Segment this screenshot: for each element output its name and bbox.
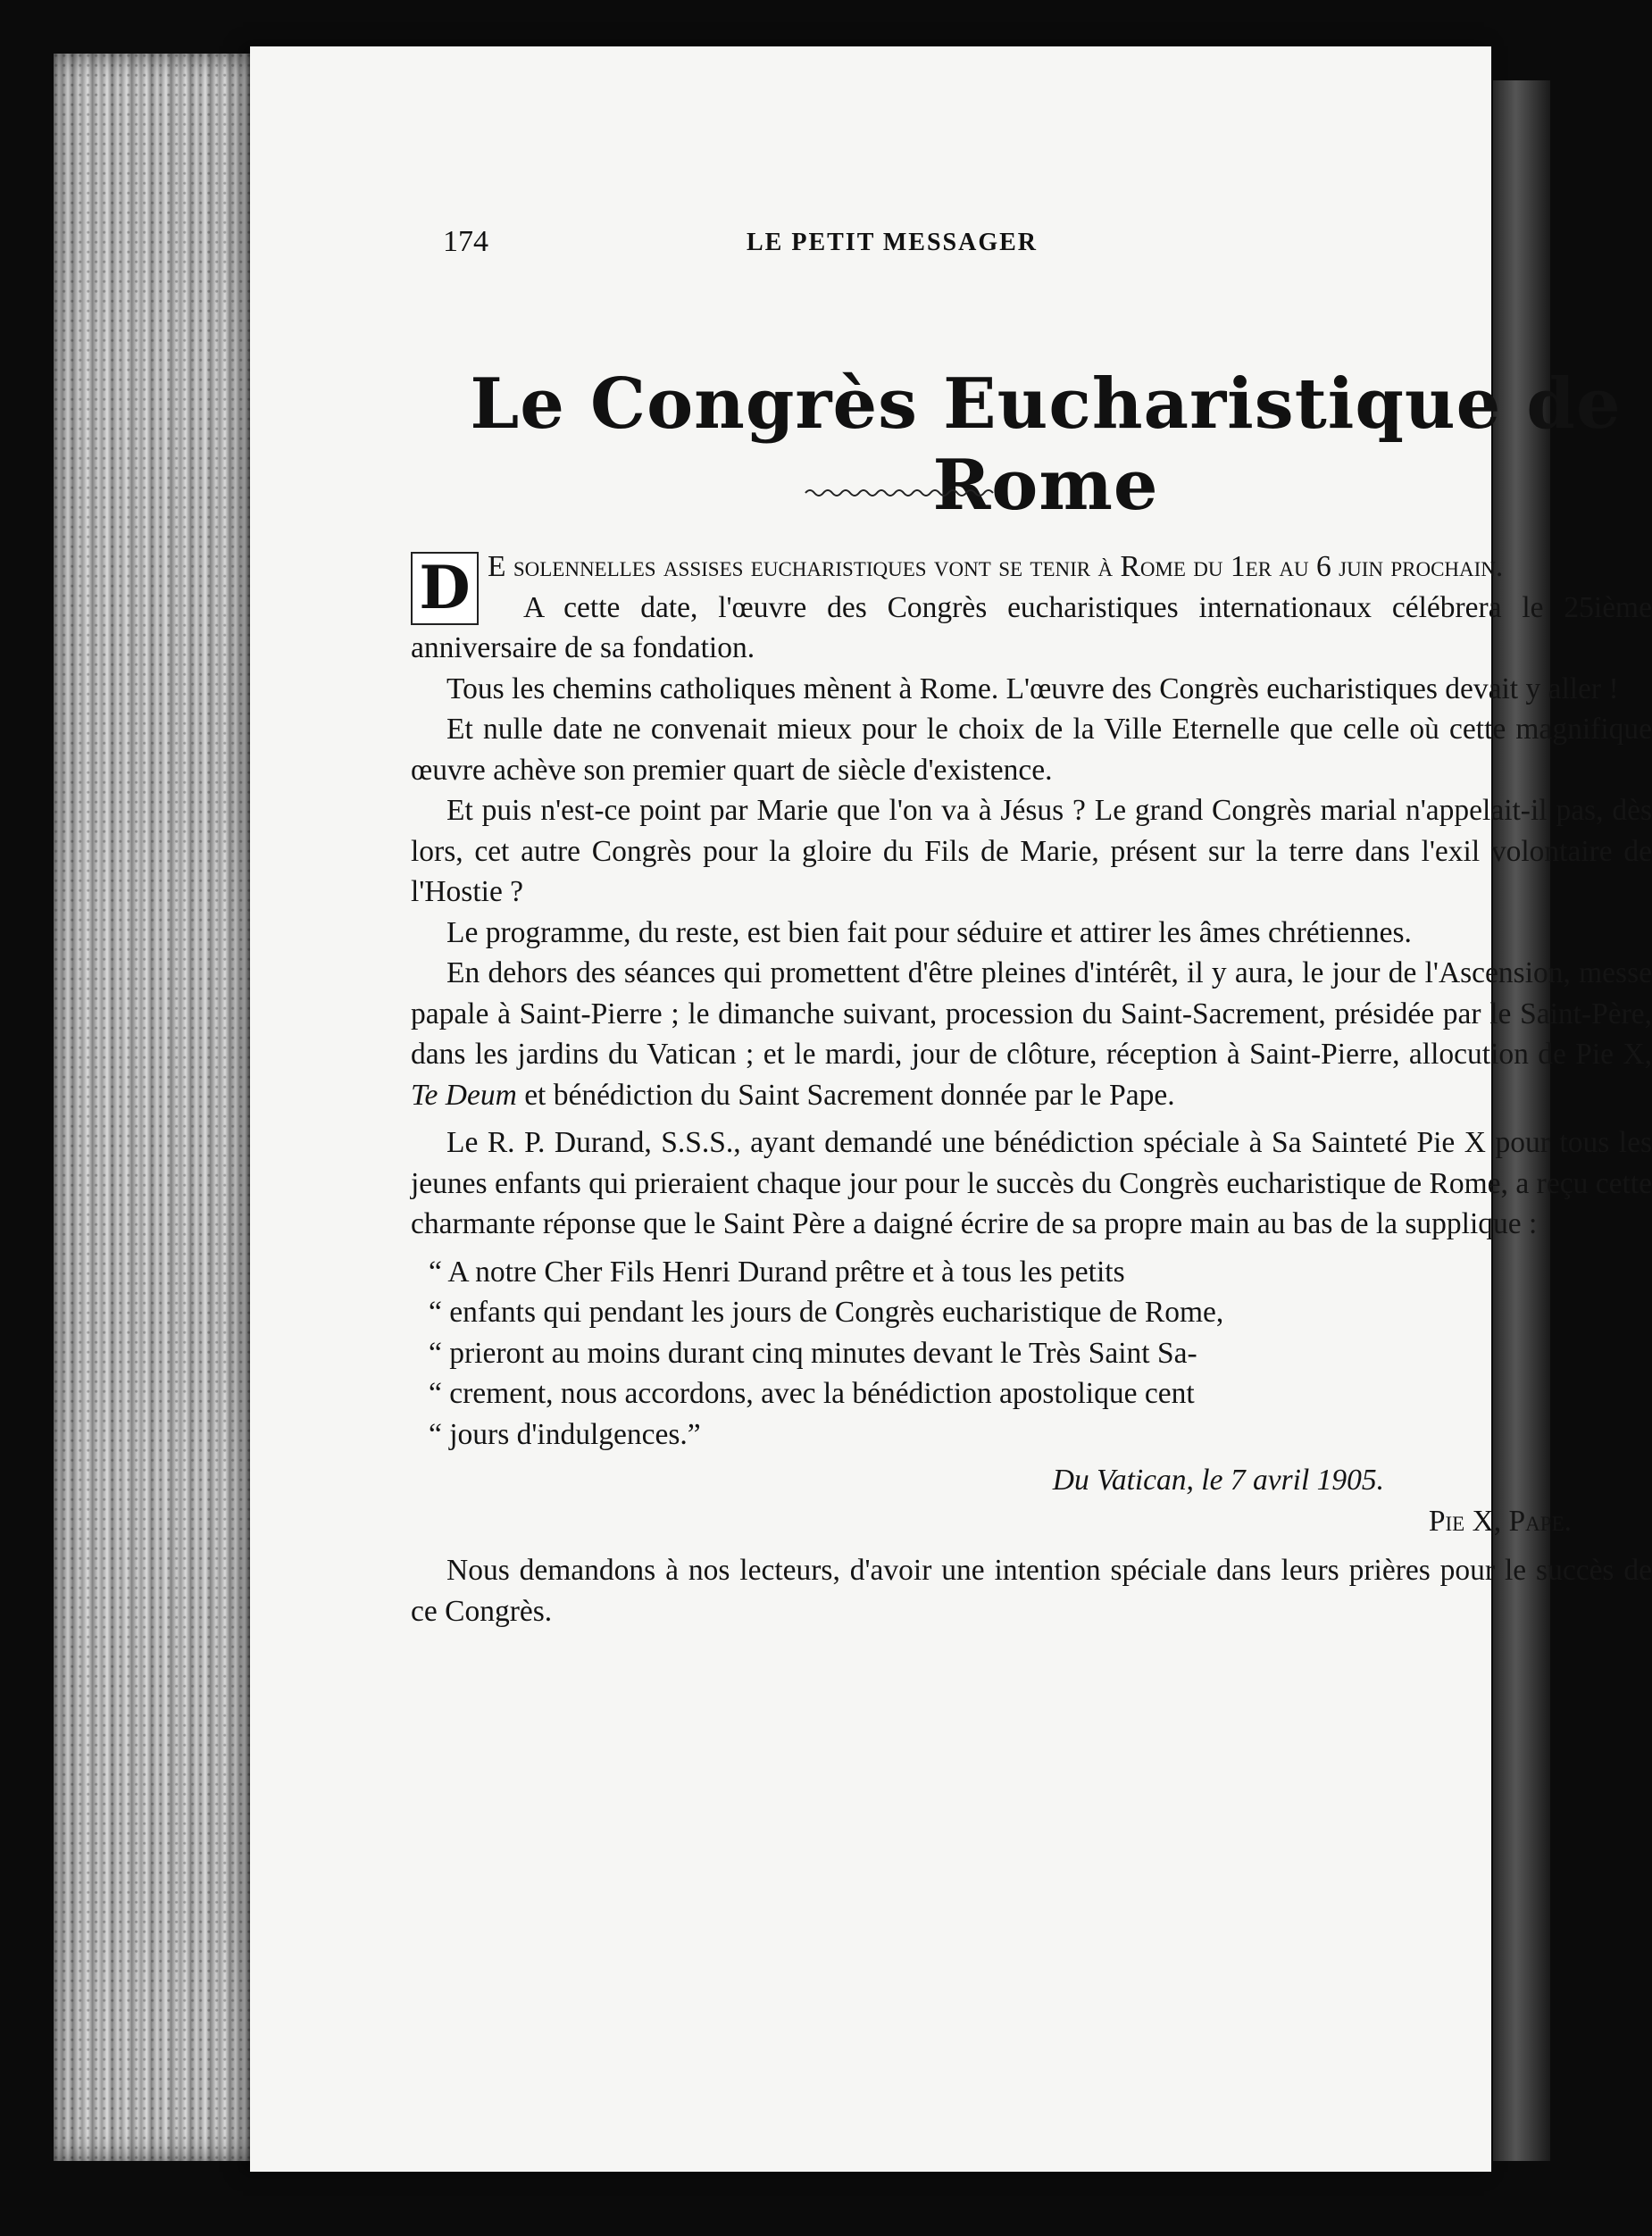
paragraph-1-text: E solennelles assises eucharistiques vont se tenir à Rome du 1er au 6 juin prochain. (488, 550, 1504, 583)
book-page (250, 46, 1652, 2172)
paragraph-5: Et puis n'est-ce point par Marie que l'on va à Jésus ? Le grand Congrès marial n'appelait-il pas, dès lors, cet autre Congrès pour la gloire du Fils de Marie, présent sur la terre dans l'exil volontaire de l'Hostie ? (411, 794, 1652, 908)
paragraph-2: A cette date, l'œuvre des Congrès eucharistiques internationaux célébrera le 25ième anniversaire de sa fondation. (411, 590, 1652, 664)
page-number: 174 (443, 225, 488, 258)
quote-line: “ jours d'indulgences.” (429, 1417, 701, 1451)
running-title: LE PETIT MESSAGER (747, 229, 1039, 256)
paragraph-1 (411, 546, 1652, 623)
page-header (443, 225, 1363, 279)
book-page-edges (54, 54, 268, 2161)
dateline: Du Vatican, le 7 avril 1905. (1052, 1464, 1384, 1497)
closing-paragraph: Nous demandons à nos lecteurs, d'avoir une intention spéciale dans leurs prières pour le succès de ce Congrès. (411, 1554, 1652, 1628)
paragraph-7 (411, 953, 1652, 1115)
quote-line: “ crement, nous accordons, avec la bénédiction apostolique cent (429, 1377, 1195, 1410)
paragraph-7-end: et bénédiction du Saint Sacrement donnée par le Pape. (524, 1078, 1175, 1112)
quote-line: “ enfants qui pendant les jours de Congrès eucharistique de Rome, (429, 1296, 1224, 1329)
quote-line: “ prieront au moins durant cinq minutes devant le Très Saint Sa- (429, 1336, 1197, 1370)
paragraph-3: Tous les chemins catholiques mènent à Rome. L'œuvre des Congrès eucharistiques devait y aller ! (446, 672, 1619, 705)
quote-line: “ A notre Cher Fils Henri Durand prêtre et à tous les petits (429, 1255, 1125, 1289)
article-title: Le Congrès Eucharistique de Rome (470, 363, 1622, 526)
paragraph-4: Et nulle date ne convenait mieux pour le choix de la Ville Eternelle que celle où cette magnifique œuvre achève son premier quart de siècle d'existence. (411, 713, 1652, 787)
paragraph-7-text: En dehors des séances qui promettent d'être pleines d'intérêt, il y aura, le jour de l'Ascension, messe papale à Saint-Pierre ; le dimanche suivant, procession du Saint-Sacrement, présidée par le Saint-Père, dans les jardins du Vatican ; et le mardi, jour de clôture, réception à Saint-Pierre, allocution de Pie X, (411, 956, 1652, 1071)
article-body (411, 546, 1652, 1631)
signature: Pie X, Pape. (1428, 1504, 1572, 1538)
te-deum-italic: Te Deum (411, 1078, 517, 1112)
dropcap-letter: D (411, 552, 479, 625)
paragraph-8: Le R. P. Durand, S.S.S., ayant demandé une bénédiction spéciale à Sa Sainteté Pie X pour tous les jeunes enfants qui prieraient chaque jour pour le succès du Congrès eucharistique de Rome, a reçu cette charmante réponse que le Saint Père a daigné écrire de sa propre main au bas de la supplique : (411, 1126, 1652, 1240)
paragraph-6: Le programme, du reste, est bien fait pour séduire et attirer les âmes chrétiennes. (446, 915, 1412, 949)
papal-quote (411, 1252, 1652, 1456)
title-ornament (805, 484, 993, 502)
